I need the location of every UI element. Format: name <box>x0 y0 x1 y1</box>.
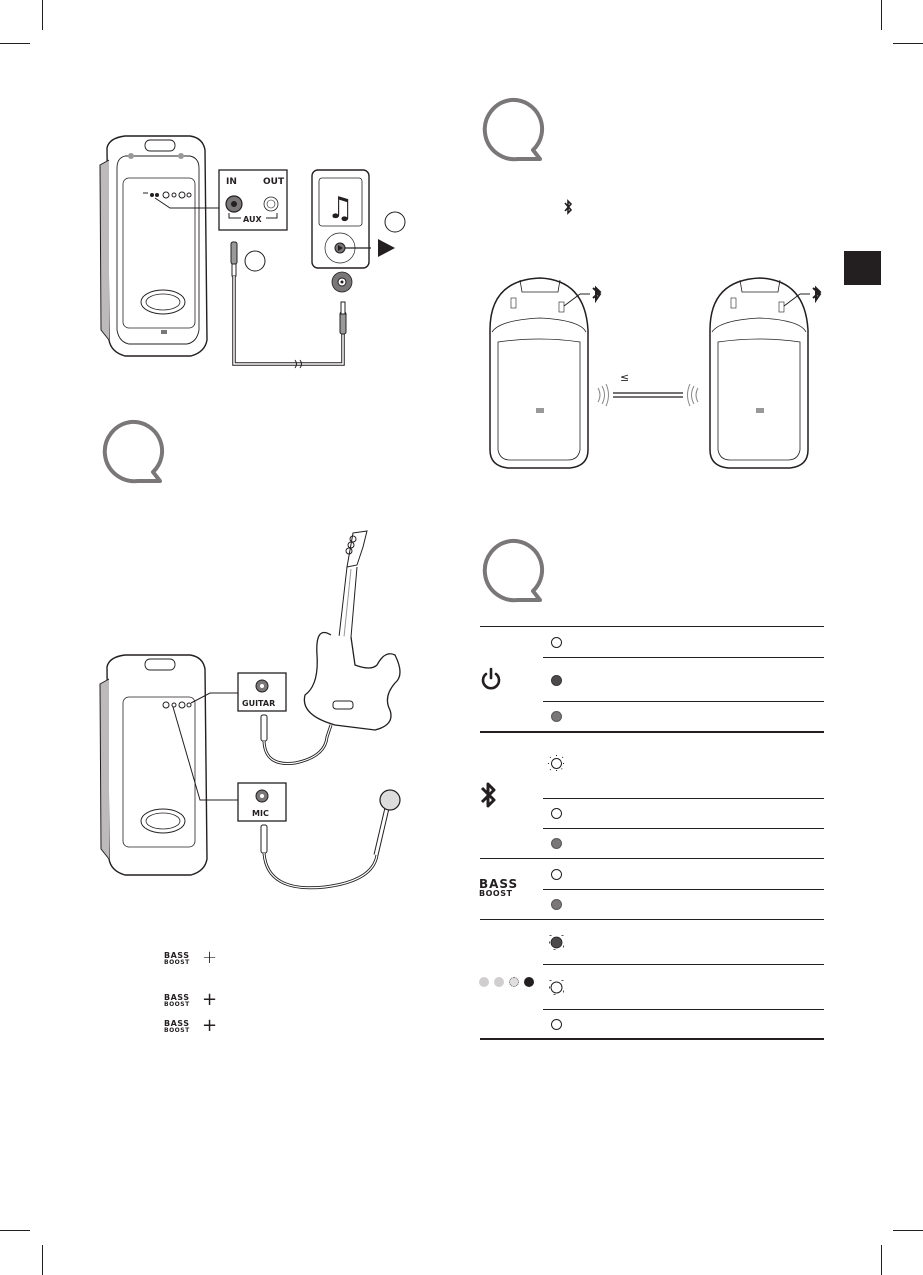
crop-mark <box>42 1245 43 1275</box>
table-rule <box>480 1038 824 1040</box>
aux-out-label: OUT <box>263 177 285 187</box>
table-rule <box>480 919 824 920</box>
table-rule <box>480 858 824 859</box>
table-rule <box>480 626 824 627</box>
battery-dots-icon <box>479 977 539 989</box>
play-icon <box>378 239 395 257</box>
speaker-top-icon <box>490 278 588 468</box>
crop-mark <box>0 1230 30 1231</box>
led-indicator-off <box>551 869 562 880</box>
crop-mark <box>881 0 882 30</box>
led-indicator-on <box>551 899 562 910</box>
table-rule <box>543 964 824 965</box>
music-note-icon: ♫ <box>327 191 354 226</box>
mic-jack-label: MIC <box>252 809 269 818</box>
speech-bubble-icon <box>478 97 548 163</box>
led-indicator-off <box>551 637 562 648</box>
led-indicator-on <box>551 675 562 686</box>
table-rule <box>543 1009 824 1010</box>
bass-boost-icon: BASS BOOST <box>164 1019 190 1034</box>
bass-boost-icon: BASS BOOST <box>164 951 190 966</box>
guitar-icon <box>304 531 400 730</box>
led-indicator-off <box>551 808 562 819</box>
led-indicator-blinking <box>548 755 565 772</box>
crop-mark <box>893 1230 923 1231</box>
language-side-tab <box>844 251 881 285</box>
aux-illustration <box>95 130 425 380</box>
bass-boost-icon: BASS BOOST <box>479 877 519 898</box>
table-rule <box>543 828 824 829</box>
speech-bubble-icon <box>98 419 168 485</box>
speech-bubble-icon <box>478 538 548 604</box>
bluetooth-icon <box>480 780 496 810</box>
table-rule <box>543 657 824 658</box>
bluetooth-icon <box>564 199 572 215</box>
crop-mark <box>0 43 30 44</box>
crop-mark <box>42 0 43 30</box>
plus-icon: + <box>202 989 218 1010</box>
guitar-mic-illustration <box>95 525 425 895</box>
led-indicator-off <box>551 1019 562 1030</box>
crop-mark <box>881 1245 882 1275</box>
power-icon <box>480 668 502 692</box>
led-indicator-dark-blinking <box>549 935 564 950</box>
aux-label: AUX <box>243 215 262 224</box>
microphone-icon <box>376 790 400 855</box>
crop-mark <box>893 43 923 44</box>
table-rule <box>480 731 824 733</box>
distance-symbol: ≤ <box>620 371 630 384</box>
guitar-jack-label: GUITAR <box>242 699 276 708</box>
speaker-front-icon <box>95 130 425 380</box>
bass-boost-icon: BASS BOOST <box>164 993 190 1008</box>
table-rule <box>543 889 824 890</box>
table-rule <box>543 701 824 702</box>
plus-icon: + <box>202 947 218 968</box>
led-indicator-off-blinking <box>549 980 564 995</box>
tws-illustration <box>480 270 840 475</box>
led-indicator-on <box>551 711 562 722</box>
plus-icon: + <box>202 1015 218 1036</box>
aux-in-label: IN <box>226 177 237 187</box>
table-rule <box>543 798 824 799</box>
led-indicator-on <box>551 838 562 849</box>
